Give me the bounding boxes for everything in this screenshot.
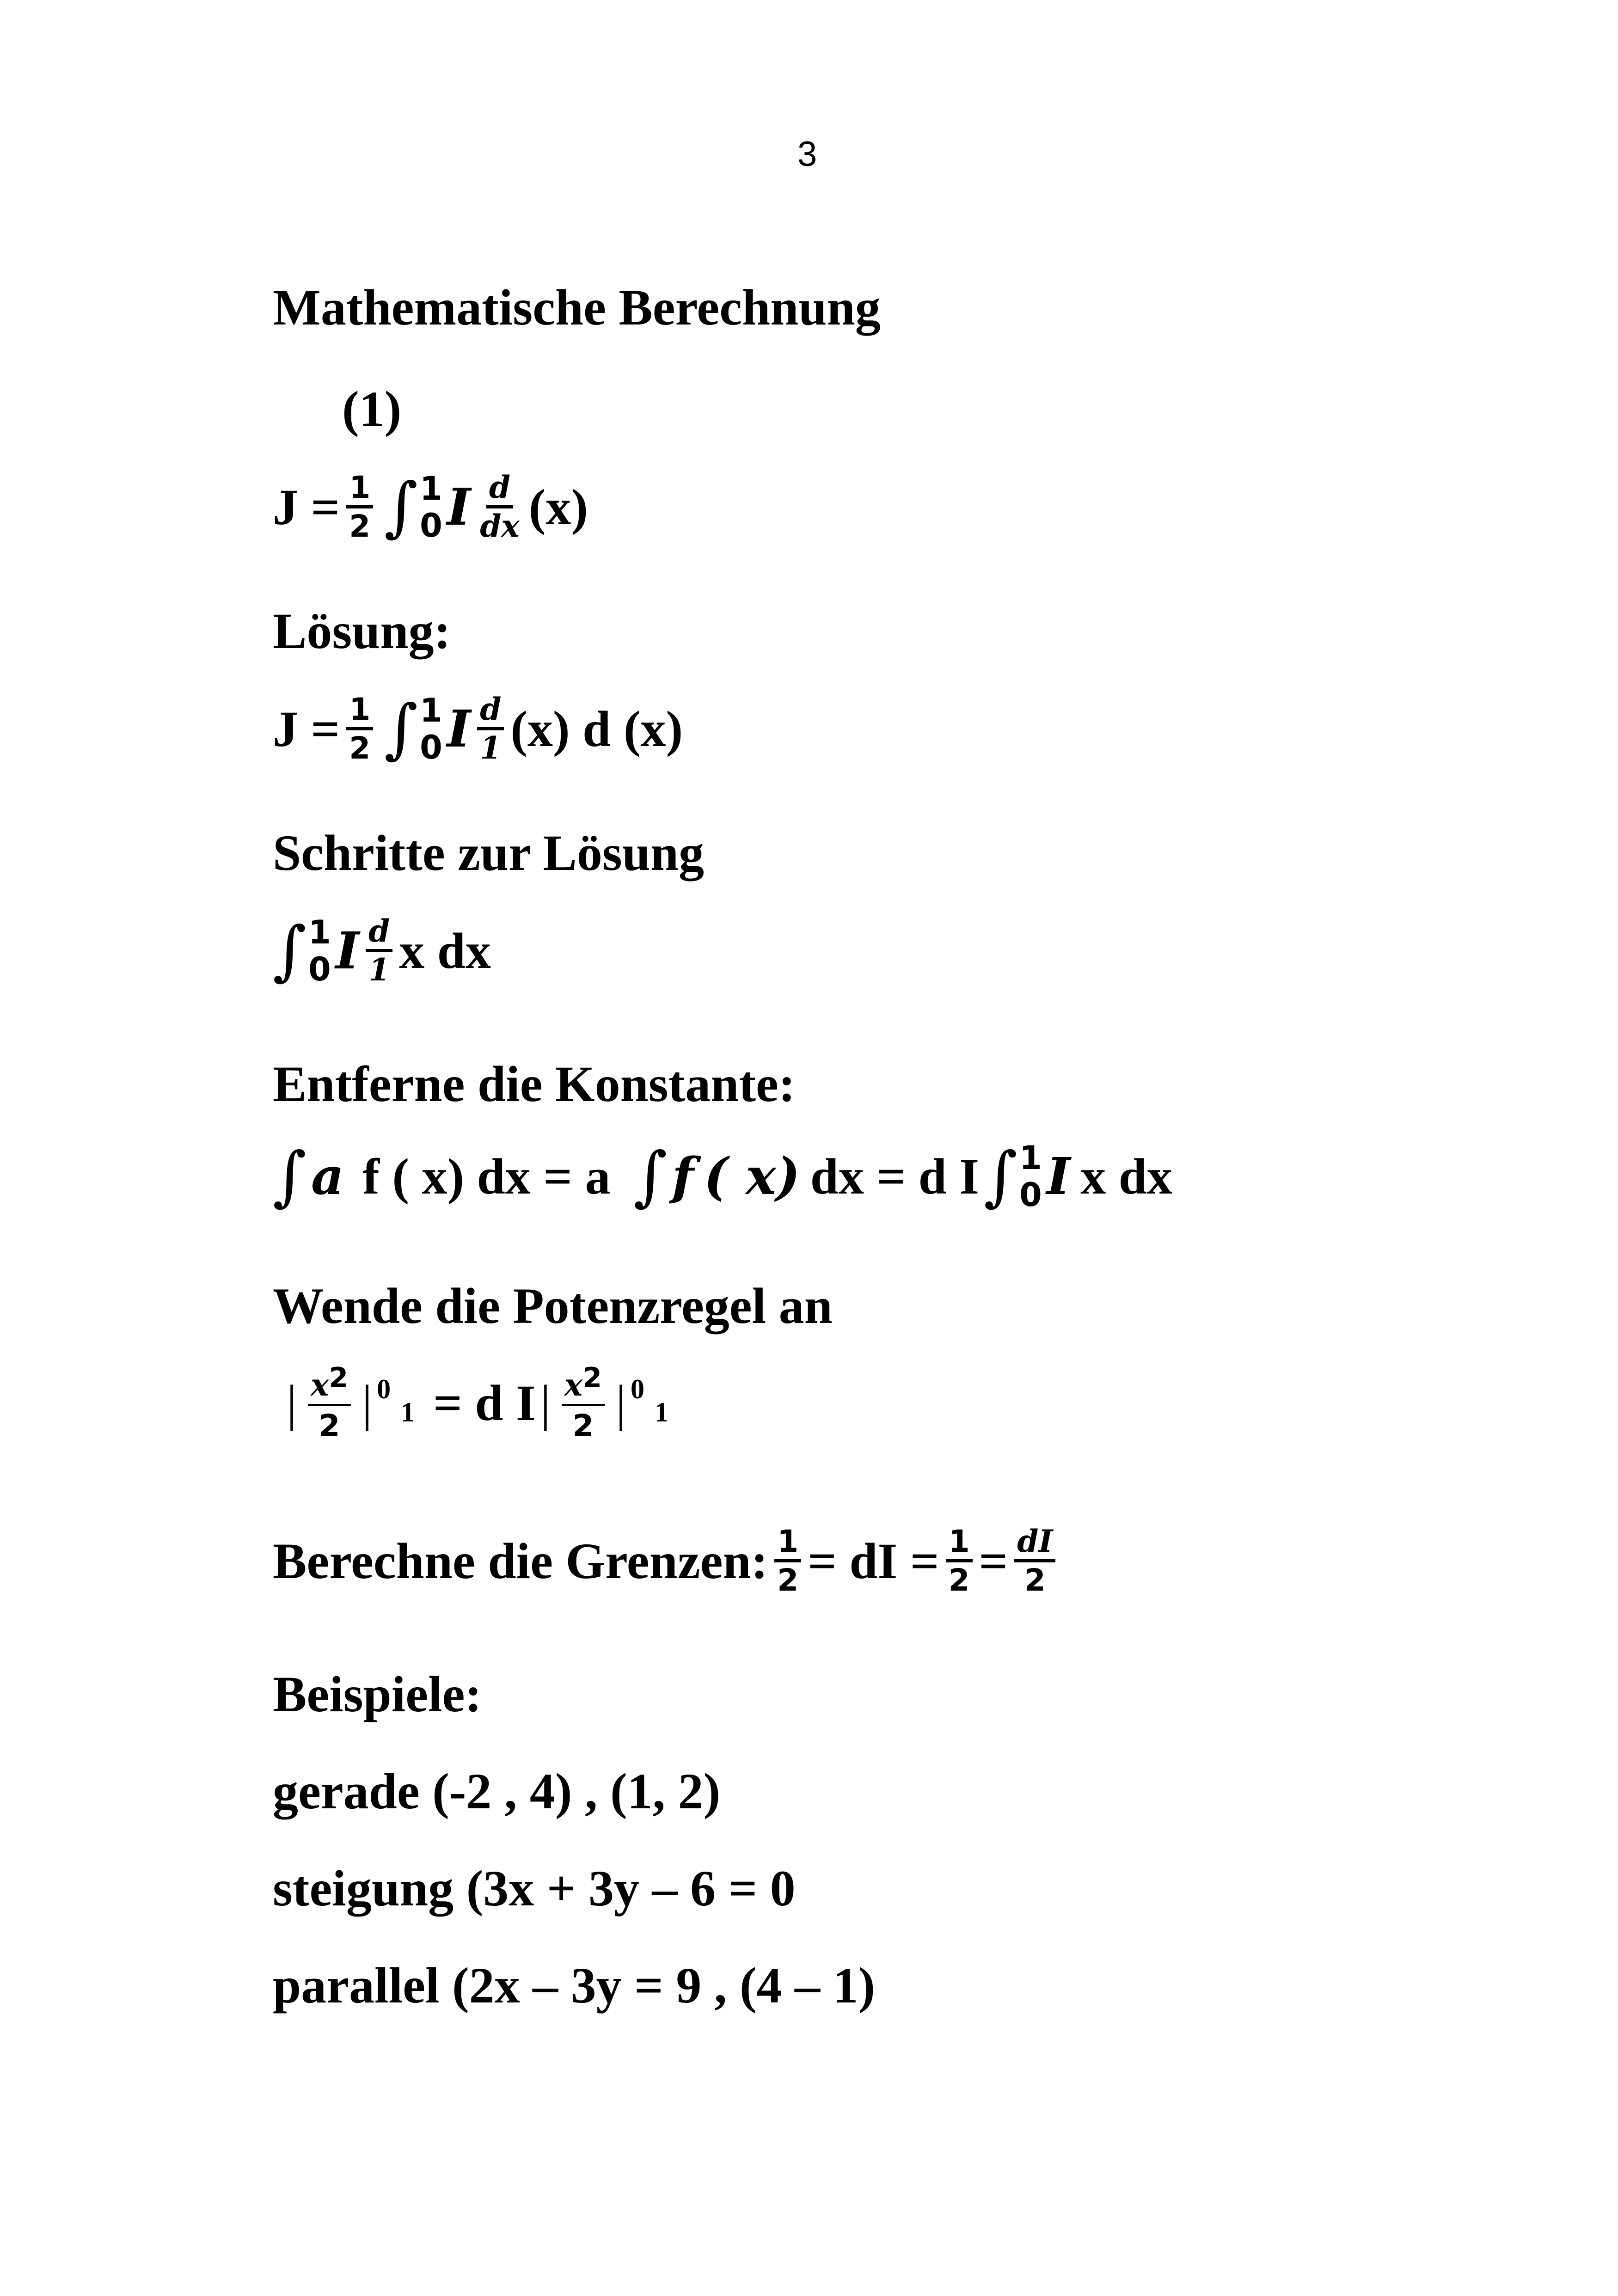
limits-f1-num: 1 [774, 1525, 801, 1562]
eq2-frac-num: d [477, 693, 504, 730]
eq5-x-left: x [311, 1367, 329, 1403]
eq3-fraction [366, 915, 392, 986]
limits-f3-den: 2 [1024, 1562, 1046, 1598]
eq4-part2: dx = d I [810, 1148, 980, 1205]
example-item: steigung (3x + 3y – 6 = 0 [273, 1860, 796, 1916]
example-item: parallel (2x – 3y = 9 , (4 – 1) [273, 1957, 876, 2014]
constant-label: Entferne die Konstante: [273, 1056, 796, 1112]
integral-sign-icon: ∫ [384, 691, 418, 766]
integral-sign-icon: ∫ [384, 469, 418, 545]
integral-sign-icon: ∫ [273, 1139, 306, 1214]
eq5-limit-sup-right: 0 [631, 1373, 645, 1404]
eq4-lower-limit: 0 [1019, 1176, 1042, 1214]
eq5-bar-mid1: | [362, 1374, 373, 1431]
page-number: 3 [797, 135, 817, 174]
eq2-fraction [477, 693, 504, 765]
eq5-den-right: 2 [572, 1408, 594, 1444]
eq2-integral [384, 691, 442, 766]
eq5-x-right: x [564, 1367, 583, 1403]
integral-sign-icon: ∫ [273, 912, 306, 988]
solution-label: Lösung: [273, 603, 451, 659]
eq1-coef-num: 1 [346, 471, 373, 508]
eq5-bar-right: | [615, 1374, 626, 1431]
eq5-fraction-right [562, 1364, 605, 1442]
integral-sign-icon: ∫ [633, 1139, 668, 1214]
equation-5 [282, 1364, 668, 1442]
eq1-coefficient [346, 471, 373, 543]
limits-fraction-3 [1014, 1525, 1055, 1597]
eq1-lhs: J = [273, 478, 340, 535]
eq5-exp-left: 2 [329, 1362, 349, 1394]
limits-eq: = [979, 1532, 1008, 1589]
limits-f3-num: dI [1014, 1525, 1055, 1562]
eq4-integral-f [633, 1139, 668, 1214]
eq1-tail: (x) [528, 478, 588, 535]
eq1-upper-limit: 1 [420, 469, 442, 508]
limits-mid: = dI = [808, 1532, 939, 1589]
limits-f2-num: 1 [946, 1525, 973, 1562]
eq3-lower-limit: 0 [308, 950, 331, 988]
example-item: gerade (-2 , 4) , (1, 2) [273, 1763, 721, 1819]
eq2-tail: (x) d (x) [510, 700, 683, 757]
eq2-coefficient [346, 693, 373, 765]
eq1-deriv-den: dx [480, 508, 520, 545]
examples-label: Beispiele: [273, 1666, 482, 1722]
eq2-var: I [447, 698, 471, 759]
eq1-integral [384, 469, 442, 545]
equation-2 [273, 693, 683, 765]
limits-line [273, 1525, 1062, 1597]
eq3-tail: x dx [399, 922, 491, 979]
eq4-x: ( x) [704, 1146, 800, 1206]
eq5-exp-right: 2 [582, 1362, 602, 1394]
limits-label: Berechne die Grenzen: [273, 1532, 768, 1589]
eq1-var: I [447, 477, 471, 537]
eq5-limit-sub-left: 1 [401, 1396, 415, 1427]
eq3-frac-den: 1 [368, 952, 390, 988]
power-rule-label: Wende die Potenzregel an [273, 1278, 833, 1334]
eq4-var: I [1046, 1146, 1071, 1206]
eq3-frac-num: d [366, 915, 392, 952]
eq4-f: f [672, 1146, 694, 1206]
eq5-bar-mid2: | [540, 1374, 551, 1431]
equation-4 [273, 1139, 1172, 1214]
eq3-var: I [335, 920, 360, 980]
integral-sign-icon: ∫ [984, 1139, 1018, 1214]
eq4-a: a [311, 1146, 344, 1206]
eq3-upper-limit: 1 [308, 913, 331, 951]
eq2-lhs: J = [273, 700, 340, 757]
eq4-integral-def [984, 1139, 1042, 1214]
eq1-deriv-num: d [486, 471, 513, 508]
eq5-middle: = d I [433, 1374, 536, 1431]
eq2-upper-limit: 1 [420, 691, 442, 729]
limits-f2-den: 2 [948, 1562, 970, 1598]
eq4-tail: x dx [1080, 1148, 1172, 1205]
eq2-coef-num: 1 [346, 693, 373, 730]
limits-f1-den: 2 [777, 1562, 799, 1598]
eq1-derivative [477, 471, 522, 543]
eq1-coef-den: 2 [349, 508, 371, 545]
heading: Mathematische Berechnung [273, 279, 881, 336]
equation-1 [273, 471, 588, 543]
eq2-coef-den: 2 [349, 730, 371, 766]
eq5-den-left: 2 [319, 1408, 340, 1444]
eq5-bar-left: | [287, 1374, 297, 1431]
eq4-integral-a [273, 1139, 306, 1214]
eq2-lower-limit: 0 [420, 728, 442, 766]
eq5-fraction-left [308, 1364, 351, 1442]
item-number: (1) [342, 381, 402, 437]
eq4-part1: f ( x) dx = a [362, 1148, 611, 1205]
steps-label: Schritte zur Lösung [273, 825, 705, 881]
eq2-frac-den: 1 [480, 730, 502, 766]
limits-fraction-1 [774, 1525, 801, 1597]
eq5-limit-sup-left: 0 [377, 1373, 391, 1404]
limits-fraction-2 [946, 1525, 973, 1597]
eq4-upper-limit: 1 [1019, 1139, 1042, 1177]
equation-3 [273, 912, 491, 988]
eq3-integral [273, 912, 331, 988]
eq5-limit-sub-right: 1 [655, 1396, 669, 1427]
eq1-lower-limit: 0 [420, 506, 442, 545]
